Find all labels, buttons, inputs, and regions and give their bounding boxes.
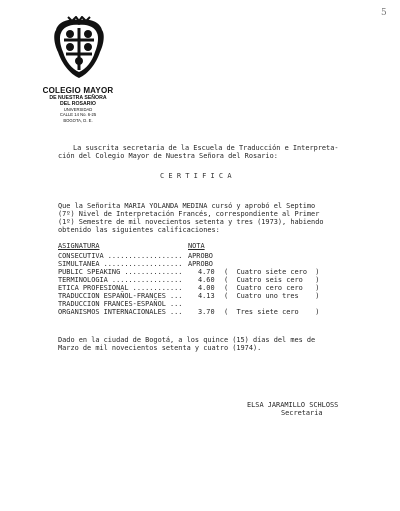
signatory-name: ELSA JARAMILLO SCHLOSS: [247, 401, 339, 409]
subject-cell: ORGANISMOS INTERNACIONALES ...: [58, 308, 183, 316]
page-number: 5: [381, 8, 387, 18]
grade-words-cell: ( Cuatro uno tres ): [224, 292, 320, 300]
grade-cell: 3.70: [198, 308, 215, 316]
body-line-3: (1º) Semestre de mil novecientos setenta y tres (1973), habiendo: [58, 218, 324, 226]
institution-city: BOGOTA, D. E.: [63, 118, 93, 123]
body-line-4: obtenido las siguientes calificaciones:: [58, 226, 220, 234]
closing-line-1: Dado en la ciudad de Bogotá, a los quince (15) días del mes de: [58, 336, 316, 344]
subject-cell: TRADUCCION ESPAÑOL-FRANCES ...: [58, 292, 183, 300]
intro-line-2: ción del Colegio Mayor de Nuestra Señora del Rosario:: [58, 152, 278, 160]
grade-cell: 4.60: [198, 276, 215, 284]
grade-words-cell: ( Cuatro seis cero ): [224, 276, 320, 284]
subject-cell: SIMULTANEA ...................: [58, 260, 183, 268]
subject-cell: TERMINOLOGIA .................: [58, 276, 183, 284]
intro-line-1: La suscrita secretaria de la Escuela de Traducción e Interpreta-: [73, 144, 339, 152]
subject-cell: ETICA PROFESIONAL ............: [58, 284, 183, 292]
table-header-subject: ASIGNATURA: [58, 242, 100, 250]
grade-cell: APROBO: [188, 252, 213, 260]
institution-name: COLEGIO MAYOR: [42, 86, 114, 95]
colegio-mayor-crest-logo: [48, 16, 110, 82]
grade-cell: APROBO: [188, 260, 213, 268]
certifica-heading: CERTIFICA: [160, 172, 236, 180]
institution-address: CALLE 14 No. 6-25: [59, 112, 97, 117]
body-line-2: (7º) Nivel de Interpretación Francés, correspondiente al Primer: [58, 210, 320, 218]
subject-cell: CONSECUTIVA ..................: [58, 252, 183, 260]
institution-line-4: UNIVERSIDAD: [63, 107, 93, 112]
subject-cell: TRADUCCION FRANCES-ESPAÑOL ...: [58, 300, 183, 308]
closing-line-2: Marzo de mil novecientos setenta y cuatro (1974).: [58, 344, 262, 352]
grade-cell: 4.70: [198, 268, 215, 276]
grade-words-cell: ( Cuatro siete cero ): [224, 268, 320, 276]
table-header-grade: NOTA: [188, 242, 205, 250]
grade-words-cell: ( Cuatro cero cero ): [224, 284, 320, 292]
institution-line-2: DE NUESTRA SEÑORA: [49, 95, 107, 101]
grade-cell: 4.00: [198, 284, 215, 292]
grade-cell: 4.13: [198, 292, 215, 300]
subject-cell: PUBLIC SPEAKING ..............: [58, 268, 183, 276]
body-line-1: Que la Señorita MARIA YOLANDA MEDINA cursó y aprobó el Septimo: [58, 202, 316, 210]
signatory-title: Secretaria: [281, 409, 323, 417]
institution-line-3: DEL ROSARIO: [60, 101, 96, 107]
grade-words-cell: ( Tres siete cero ): [224, 308, 320, 316]
